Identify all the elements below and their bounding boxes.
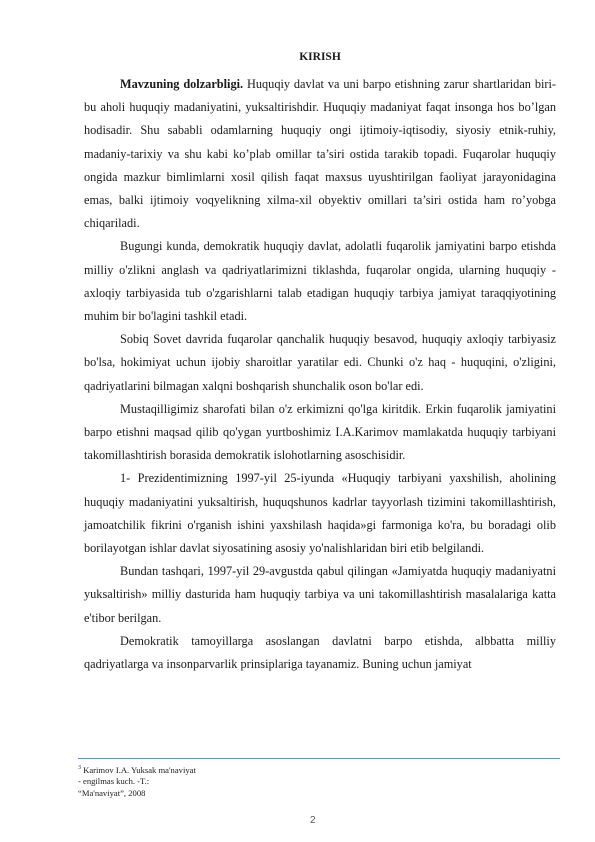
section-title: KIRISH [299,51,341,63]
document-page [84,50,556,676]
paragraph-text: Bundan tashqari, 1997-yil 29-avgustda qabul qilingan «Jamiyatda huquqiy madaniyatni yuksaltirish» milliy dasturida ham huquqiy tarbiya va uni takomillashtirish masalalariga katta e'tibor berilgan. [84,564,556,625]
paragraph-text: Demokratik tamoyillarga asoslangan davlatni barpo etishda, albbatta milliy qadriyatlarga va insonparvarlik prinsiplariga tayanamiz. Buning uchun jamiyat [84,633,556,672]
paragraph-6 [84,560,556,630]
paragraph-text: Bugungi kunda, demokratik huquqiy davlat, adolatli fuqarolik jamiyatini barpo etishda milliy o'zlikni anglash va qadriyatlarimizni tiklashda, fuqarolar ongida, ularning huquqiy - axloqiy tarbiyasida tub o'zgarishlarni talab etadigan huquqiy tarbiya jamiyat taraqqiyotining muhim bir bo'lagini tashkil etadi. [84,239,556,324]
paragraph-text: Sobiq Sovet davrida fuqarolar qanchalik huquqiy besavod, huquqiy axloqiy tarbiyasiz bo'lsa, hokimiyat uchun ijobiy sharoitlar yaratilar edi. Chunki o'z haq - huquqini, o'zligini, qadriyatlarini bilmagan xalqni boshqarish shunchalik oson bo'lar edi. [84,332,556,393]
footnote-text: Karimov I.A. Yuksak ma'naviyat - engilmas kuch. -T.: “Ma'naviyat”, 2008 [78,764,196,799]
paragraph-2 [84,235,556,328]
paragraph-text: 1- Prezidentimizning 1997-yil 25-iyunda «Huquqiy tarbiyani yaxshilish, aholining huquqiy madaniyatini yuksaltirish, huquqshunos kadrlar tayyorlash tizimini takomillashtirish, jamoatchilik fikrini o'rganish ishini yaxshilash haqida»gi farmoniga ko'ra, bu boradagi olib borilayotgan ishlar davlat siyosatining asosiy yo'nalishlaridan biri etib belgilandi. [84,471,556,556]
paragraph-4 [84,398,556,468]
paragraph-3 [84,328,556,398]
paragraph-5 [84,467,556,560]
paragraph-lead: Mavzuning dolzarbligi. [120,77,244,91]
page-number: 2 [310,815,316,826]
paragraph-1 [84,73,556,235]
paragraph-text: Huquqiy davlat va uni barpo etishning zarur shartlaridan biri-bu aholi huquqiy madaniyatini, yuksaltirishdir. Huquqiy madaniyat faqat insonga hos bo’lgan hodisadir. Shu sababli odamlarning huquqiy ongi ijtimoiy-iqtisodiy, siyosiy etnik-ruhiy, madaniy-tarixiy va shu kabi ko’plab omillar ta’siri ostida tarakib topadi. Fuqarolar huquqiy ongida mazkur bimlimlarni xosil qilish faqat maxsus uyushtirilgan faoliyat jarayonidagina emas, balki ijtimoiy voqyelikning xilma-xil obyektiv omillari ta’siri ostida ham ro’yobga chiqariladi. [84,77,556,231]
footnote-divider [78,758,560,759]
footnote-marker: 3 [78,765,81,771]
paragraph-7 [84,630,556,676]
footnote-area [78,758,560,800]
footnote [78,763,198,800]
paragraph-text: Mustaqilligimiz sharofati bilan o'z erkimizni qo'lga kiritdik. Erkin fuqarolik jamiyatini barpo etishni maqsad qilib qo'ygan yurtboshimiz I.A.Karimov mamlakatda huquqiy tarbiyani takomillashtirish borasida demokratik islohotlarning asoschisidir. [84,401,556,463]
